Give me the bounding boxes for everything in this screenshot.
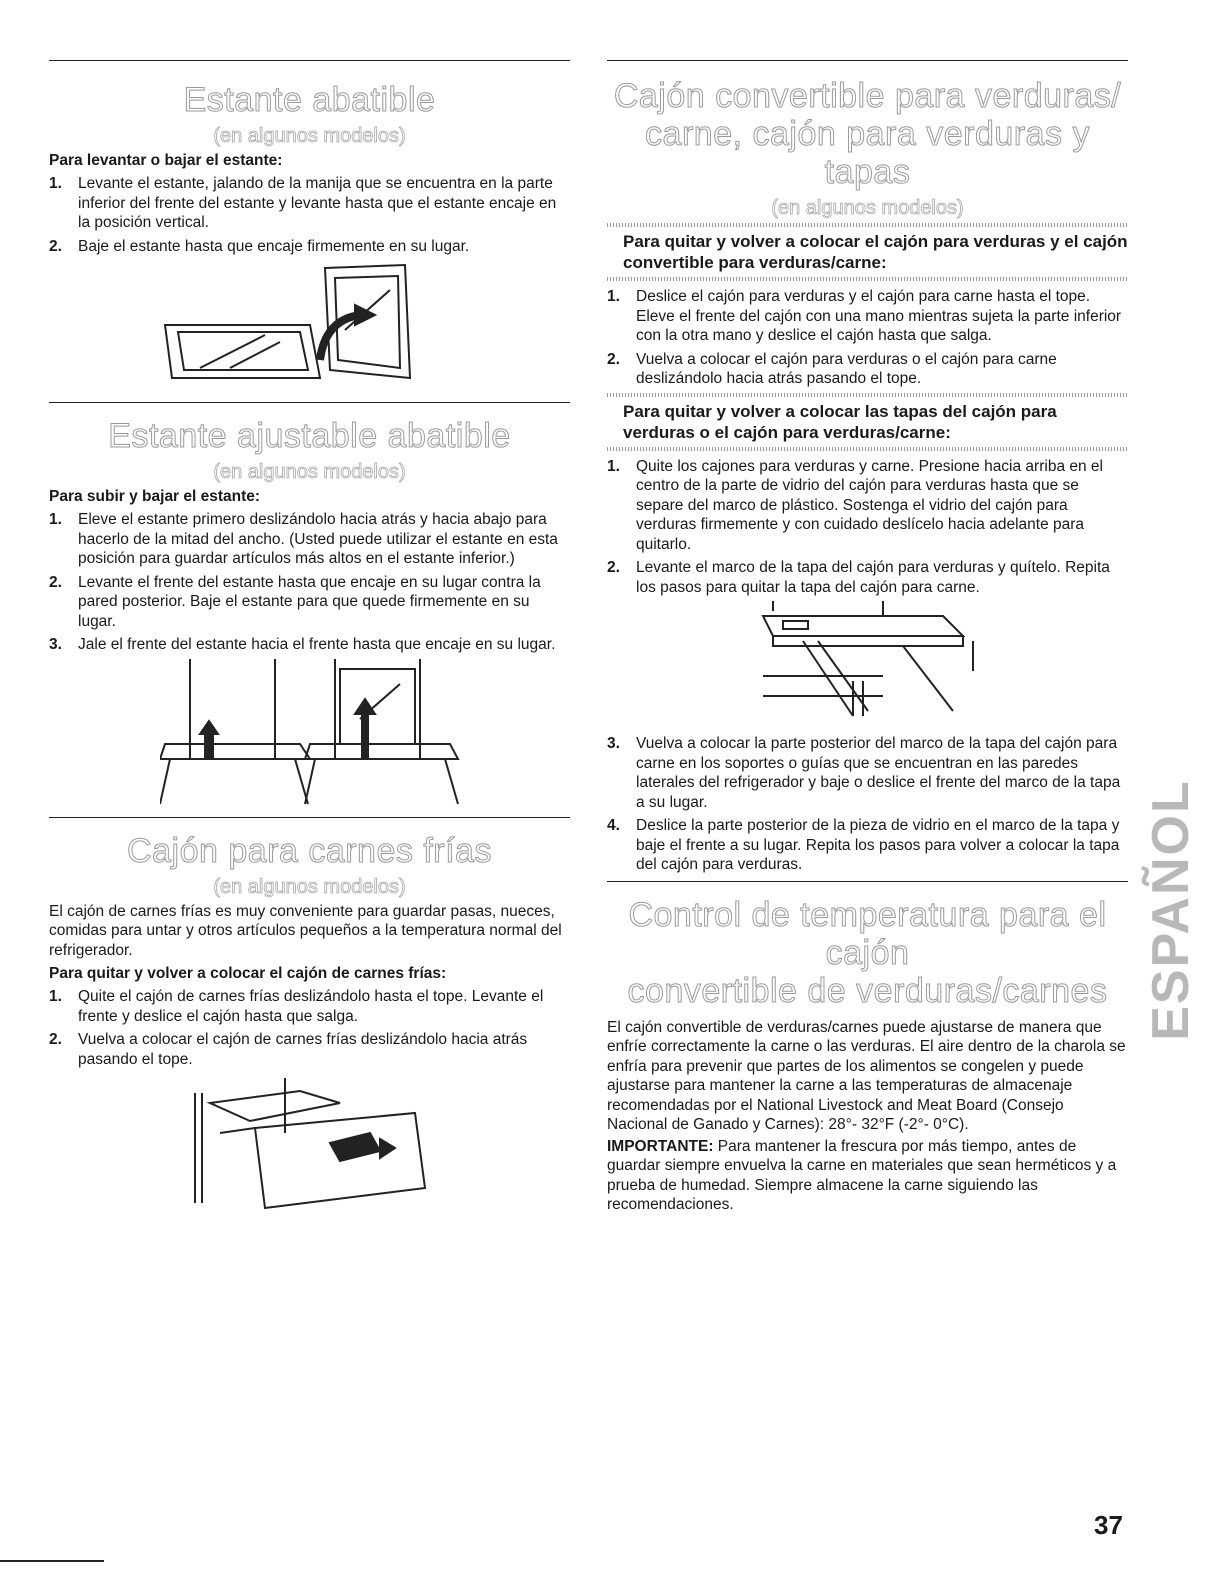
list-item: 1. Eleve el estante primero deslizándolo hacia atrás y hacia abajo para hacerlo de la mitad del ancho. (Usted puede utilizar el estante en esta posición para guardar artículos más altos en el estante inferior.) (49, 511, 558, 567)
title-line: convertible de verduras/carnes (627, 971, 1108, 1010)
list-item: 2. Vuelva a colocar el cajón para verduras o el cajón para carne deslizándolo hacia atrás pasando el tope. (607, 350, 1057, 387)
title-line: Control de temperatura para el cajón (628, 895, 1107, 972)
section-title-temperature-control (607, 896, 1128, 1010)
section-title-flip-shelf: Estante abatible (183, 81, 436, 119)
step-text: Deslice el cajón para verduras y el cajón para carne hasta el tope. Eleve el frente del cajón con una mano mientras sujeta la parte inferior con la otra mano y deslice el cajón hasta que salga. (636, 288, 1122, 344)
list-item: 1. Quite el cajón de carnes frías deslizándolo hasta el tope. Levante el frente y deslice el cajón hasta que salga. (49, 988, 544, 1025)
section-subtitle: (en algunos modelos) (213, 875, 406, 898)
lead-raise-lower-shelf: Para subir y bajar el estante: (49, 488, 261, 505)
list-item: 4. Deslice la parte posterior de la pieza de vidrio en el marco de la tapa y baje el frente a su lugar. Repita los pasos para volver a colocar la tapa del cajón para verduras. (607, 817, 1120, 873)
step-text: Vuelva a colocar el cajón para verduras o el cajón para carne deslizándolo hacia atrás pasando el tope. (636, 350, 1057, 387)
list-item: 1. Deslice el cajón para verduras y el cajón para carne hasta el tope. Eleve el frente del cajón con una mano mientras sujeta la parte inferior con la otra mano y deslice el cajón hasta que salga. (607, 288, 1122, 344)
list-item: 2. Levante el frente del estante hasta que encaje en su lugar contra la pared posterior. Baje el estante para que quede firmemente en su lugar. (49, 573, 541, 630)
steps-list (607, 287, 1128, 389)
flip-shelf-illustration (160, 260, 460, 390)
step-text: Baje el estante hasta que encaje firmemente en su lugar. (78, 237, 470, 255)
list-item: 2. Baje el estante hasta que encaje firmemente en su lugar. (49, 237, 470, 255)
list-item: 1. Levante el estante, jalando de la manija que se encuentra en la parte inferior del frente del estante y levante hasta que el estante encaje en la posición vertical. (49, 175, 557, 231)
important-text: Para mantener la frescura por más tiempo, antes de guardar siempre envuelva la carne en materiales que sean herméticos y a prueba de humedad. Siempre almacene la carne siguiendo las recomendaciones. (607, 1137, 1117, 1213)
steps-list (49, 510, 570, 655)
adjustable-shelf-illustration (160, 659, 460, 809)
title-line: Cajón convertible para verduras/ (613, 77, 1122, 115)
important-label: IMPORTANTE: (607, 1137, 714, 1155)
lead-raise-lower-shelf: Para levantar o bajar el estante: (49, 152, 283, 169)
steps-list (49, 987, 570, 1069)
section-subtitle: (en algunos modelos) (771, 197, 964, 219)
list-item: 3. Jale el frente del estante hacia el frente hasta que encaje en su lugar. (49, 636, 556, 653)
steps-list (49, 174, 570, 256)
section-title-adjustable-shelf: Estante ajustable abatible (108, 417, 511, 455)
step-text: Eleve el estante primero deslizándolo hacia atrás y hacia abajo para hacerlo de la mitad del ancho. (Usted puede utilizar el estante en esta posición para guardar artículos más altos en el estante inferior.) (78, 511, 558, 567)
step-text: Jale el frente del estante hacia el frente hasta que encaje en su lugar. (78, 636, 556, 653)
subhead-remove-covers: Para quitar y volver a colocar las tapas del cajón para verduras o el cajón para verduras/carne: (623, 401, 1057, 442)
list-item: 2. Vuelva a colocar el cajón de carnes frías deslizándolo hacia atrás pasando el tope. (49, 1031, 528, 1068)
page-number: 37 (1094, 1510, 1123, 1540)
subhead-remove-crisper: Para quitar y volver a colocar el cajón para verduras y el cajón convertible para verduras/carne: (623, 232, 1128, 272)
important-paragraph (607, 1137, 1128, 1215)
footer-rule (0, 1560, 104, 1562)
deli-drawer-illustration (180, 1073, 440, 1213)
list-item: 3. Vuelva a colocar la parte posterior del marco de la tapa del cajón para carne en los soportes o guías que se encuentran en las paredes laterales del refrigerador y baje o deslice el frente del marco de la tapa a su lugar. (607, 735, 1121, 811)
step-text: Levante el frente del estante hasta que encaje en su lugar contra la pared posterior. Baje el estante para que quede firmemente en su lugar. (78, 573, 541, 630)
title-line: carne, cajón para verduras y tapas (645, 115, 1090, 191)
dotted-rule (607, 223, 1128, 227)
crisper-cover-illustration (753, 601, 983, 726)
section-subtitle: (en algunos modelos) (213, 461, 406, 483)
left-column (49, 60, 570, 1217)
step-text: Quite los cajones para verduras y carne. Presione hacia arriba en el centro de la parte de vidrio del cajón para verduras hasta que se separe del marco de plástico. Sostenga el vidrio del cajón para verduras firmemente y con cuidado deslícelo hacia adelante para quitarlo. (636, 457, 1103, 553)
list-item: 2. Levante el marco de la tapa del cajón para verduras y quítelo. Repita los pasos para quitar la tapa del cajón para carne. (607, 559, 1110, 596)
dotted-rule (607, 393, 1128, 397)
step-text: Levante el estante, jalando de la manija que se encuentra en la parte inferior del frente del estante y levante hasta que el estante encaje en la posición vertical. (78, 175, 557, 231)
language-side-tab (1142, 779, 1201, 1041)
temperature-paragraph: El cajón convertible de verduras/carnes puede ajustarse de manera que enfríe correctamente la carne o las verduras. El aire dentro de la charola se enfría para prevenir que partes de los alimentos se congelen y puede ajustarse para mantener la carne a las temperaturas de almacenaje recomendadas por el National Livestock and Meat Board (Consejo Nacional de Ganado y Carnes): 28°- 32°F (-2°- 0°C). (607, 1018, 1126, 1133)
section-title-convertible-drawer (607, 77, 1128, 191)
steps-list (607, 457, 1128, 598)
steps-list (607, 734, 1128, 875)
lead-remove-replace-drawer: Para quitar y volver a colocar el cajón de carnes frías: (49, 965, 447, 982)
dotted-rule (607, 277, 1128, 281)
intro-paragraph: El cajón de carnes frías es muy conveniente para guardar pasas, nueces, comidas para untar y otros artículos pequeños a la temperatura normal del refrigerador. (49, 902, 562, 959)
step-text: Levante el marco de la tapa del cajón para verduras y quítelo. Repita los pasos para quitar la tapa del cajón para carne. (636, 559, 1110, 596)
step-text: Deslice la parte posterior de la pieza de vidrio en el marco de la tapa y baje el frente a su lugar. Repita los pasos para volver a colocar la tapa del cajón para verduras. (636, 817, 1120, 873)
right-column (607, 60, 1128, 1217)
step-text: Vuelva a colocar el cajón de carnes frías deslizándolo hacia atrás pasando el tope. (78, 1031, 528, 1068)
side-tab-label: ESPAÑOL (1142, 779, 1201, 1041)
section-title-deli-drawer: Cajón para carnes frías (127, 831, 492, 870)
step-text: Vuelva a colocar la parte posterior del marco de la tapa del cajón para carne en los soportes o guías que se encuentran en las paredes laterales del refrigerador y baje o deslice el frente del marco de la tapa a su lugar. (636, 735, 1121, 811)
step-text: Quite el cajón de carnes frías deslizándolo hasta el tope. Levante el frente y deslice el cajón hasta que salga. (78, 988, 544, 1025)
dotted-rule (607, 447, 1128, 451)
section-subtitle: (en algunos modelos) (213, 125, 406, 147)
list-item: 1. Quite los cajones para verduras y carne. Presione hacia arriba en el centro de la parte de vidrio del cajón para verduras hasta que se separe del marco de plástico. Sostenga el vidrio del cajón para verduras firmemente y con cuidado deslícelo hacia adelante para quitarlo. (607, 457, 1103, 553)
